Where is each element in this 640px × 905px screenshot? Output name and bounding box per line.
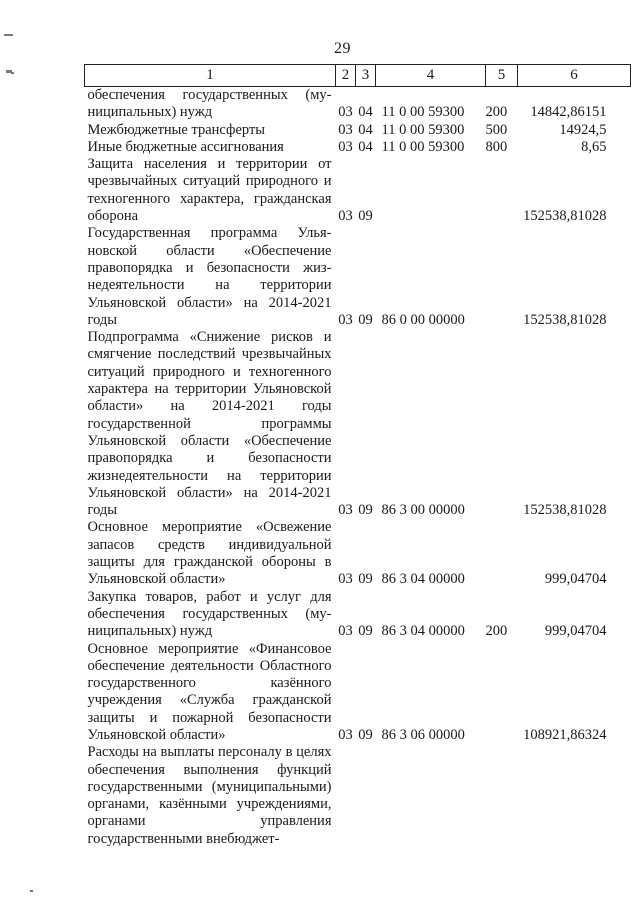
- row-subsection: 09: [358, 502, 373, 519]
- row-name: Межбюджетные трансферты: [87, 121, 266, 138]
- row-subsection: 04: [358, 121, 373, 138]
- row-expense-type: [486, 744, 518, 848]
- table-row: [85, 589, 631, 641]
- row-expense-type: [486, 225, 518, 329]
- table-row: [85, 519, 631, 588]
- row-amount: 8,65: [581, 138, 607, 155]
- row-expense-type: [486, 329, 518, 519]
- table-row: [85, 641, 631, 745]
- row-target-article: 86 3 00 00000: [381, 502, 465, 519]
- row-name: Основное мероприятие «Освежение запасов средств индивидуальной защиты для гражданской обороны в Ульяновской области»: [87, 519, 332, 588]
- table-header: [85, 65, 631, 87]
- table-row: [85, 122, 631, 139]
- header-col-3: 3: [356, 65, 376, 87]
- row-expense-type: 800: [485, 138, 508, 155]
- header-col-1: 1: [85, 65, 336, 87]
- row-target-article: [376, 156, 486, 225]
- row-target-article: [376, 744, 486, 848]
- row-target-article: 86 3 04 00000: [381, 571, 465, 588]
- row-section: [336, 744, 356, 848]
- row-amount: [518, 744, 631, 848]
- row-amount: 152538,81028: [523, 208, 607, 225]
- table-row: [85, 329, 631, 519]
- row-expense-type: [486, 519, 518, 588]
- budget-table: [84, 64, 631, 848]
- row-amount: 14924,5: [559, 121, 607, 138]
- row-expense-type: [486, 641, 518, 745]
- row-subsection: [356, 744, 376, 848]
- row-name: Основное мероприятие «Финансовое обеспечение деятельности Областного государственного казённого учреждения «Служба гражданской защиты и пожарной безопасности Ульяновской области»: [87, 640, 332, 743]
- row-expense-type: 500: [485, 121, 508, 138]
- row-expense-type: 200: [485, 104, 508, 121]
- row-expense-type: [486, 156, 518, 225]
- table-row: [85, 139, 631, 156]
- row-name: Расходы на выплаты персоналу в целях обеспечения выполнения функций государственными (муниципальными) органами, казёнными учреждениями, органами управления государственными внебюджет-: [87, 744, 332, 847]
- header-row: [85, 65, 631, 87]
- row-name: Закупка товаров, работ и услуг для обеспечения государственных (муниципальных) нужд: [87, 588, 332, 640]
- table-row: [85, 87, 631, 122]
- header-col-5: 5: [486, 65, 518, 87]
- row-section: 03: [338, 311, 353, 328]
- row-name: Государственная программа Ульяновской области «Обеспечение правопорядка и безопасности жизнедеятельности на территории Ульяновской области» на 2014-2021 годы: [87, 225, 332, 328]
- row-section: 03: [338, 138, 353, 155]
- row-target-article: 11 0 00 59300: [381, 104, 465, 121]
- table-body: [85, 87, 631, 849]
- row-expense-type: 200: [485, 623, 508, 640]
- row-target-article: 11 0 00 59300: [381, 121, 465, 138]
- row-section: 03: [338, 623, 353, 640]
- row-amount: 152538,81028: [523, 311, 607, 328]
- row-target-article: 86 3 06 00000: [381, 726, 465, 743]
- table-row: [85, 225, 631, 329]
- table-row: [85, 744, 631, 848]
- row-target-article: 11 0 00 59300: [381, 138, 465, 155]
- scan-mark-1: [4, 34, 13, 36]
- row-section: 03: [338, 121, 353, 138]
- table-row: [85, 156, 631, 225]
- row-subsection: 09: [358, 623, 373, 640]
- scan-mark-4: [30, 890, 33, 892]
- row-subsection: 09: [358, 208, 373, 225]
- header-col-4: 4: [376, 65, 486, 87]
- row-amount: 14842,86151: [530, 104, 607, 121]
- row-subsection: 09: [358, 311, 373, 328]
- row-amount: 108921,86324: [523, 726, 607, 743]
- row-subsection: 09: [358, 571, 373, 588]
- row-subsection: 04: [358, 104, 373, 121]
- row-section: 03: [338, 104, 353, 121]
- row-subsection: 04: [358, 138, 373, 155]
- row-target-article: 86 3 04 00000: [381, 623, 465, 640]
- row-section: 03: [338, 208, 353, 225]
- row-name: Защита населения и территории от чрезвычайных ситуаций природного и техногенного характера, гражданская оборона: [87, 156, 332, 225]
- row-section: 03: [338, 502, 353, 519]
- row-subsection: 09: [358, 726, 373, 743]
- row-amount: 999,04704: [544, 571, 607, 588]
- header-col-2: 2: [336, 65, 356, 87]
- row-target-article: 86 0 00 00000: [381, 311, 465, 328]
- scan-mark-3: [11, 72, 14, 74]
- header-col-6: 6: [518, 65, 631, 87]
- row-name: Иные бюджетные ассигнования: [87, 138, 284, 155]
- row-section: 03: [338, 571, 353, 588]
- page-number: 29: [334, 40, 351, 57]
- row-amount: 999,04704: [544, 623, 607, 640]
- row-name: обеспечения государственных (муниципальных) нужд: [87, 87, 332, 121]
- row-name: Подпрограмма «Снижение рисков и смягчение последствий чрезвычайных ситуаций природного и техногенного характера на территории Ульяновской области» на 2014-2021 годы государственной программы Ульяновской области «Обеспечение правопорядка и безопасности жизнедеятельности на территории Ульяновской области» на 2014-2021 годы: [87, 329, 332, 519]
- row-section: 03: [338, 726, 353, 743]
- row-amount: 152538,81028: [523, 502, 607, 519]
